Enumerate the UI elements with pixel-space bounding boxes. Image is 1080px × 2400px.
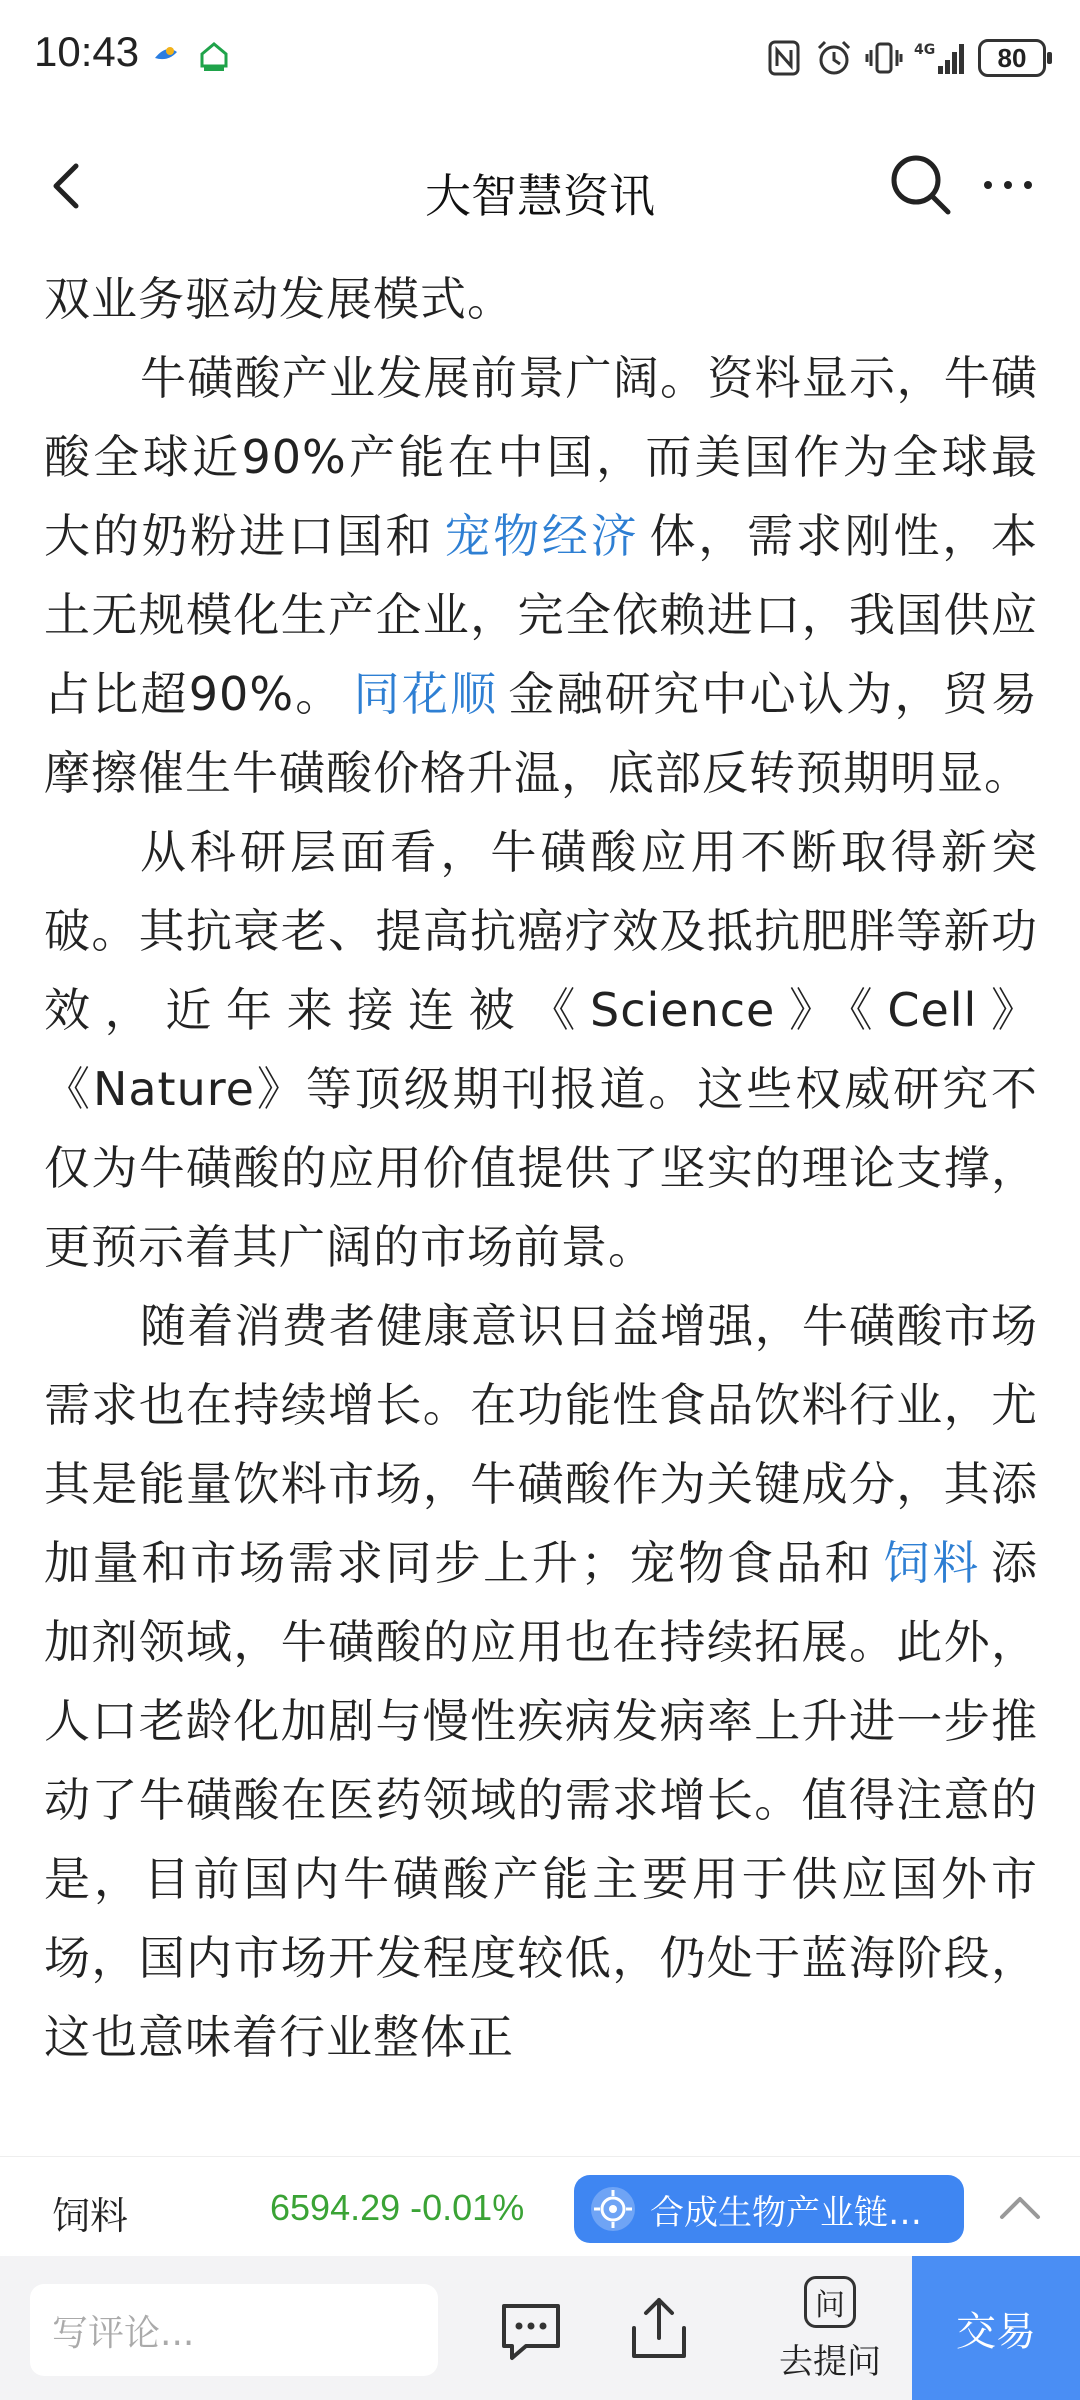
page-title: 大智慧资讯: [425, 169, 655, 223]
comment-icon[interactable]: [496, 2296, 566, 2366]
chip-label: 合成生物产业链…: [650, 2192, 922, 2233]
signal-4g-icon: [914, 38, 968, 78]
paragraph-text: 体，需求刚性，本土无规模化生产企业，完全依赖进口，我国供应占比超90%。: [44, 509, 1038, 721]
app-notification-icon: [152, 40, 180, 68]
stock-link-feed[interactable]: 饲料: [883, 1536, 982, 1590]
stock-ticker-bar[interactable]: [0, 2156, 1080, 2257]
status-icons: [764, 34, 1046, 82]
nfc-icon: [764, 38, 804, 78]
comment-input[interactable]: [30, 2284, 438, 2376]
paragraph-text: 随着消费者健康意识日益增强，牛磺酸市场需求也在持续增长。在功能性食品饮料行业，尤其是能量饮料市场，牛磺酸作为关键成分，其添加量和市场需求同步上升；宠物食品和: [44, 1299, 1038, 1590]
more-options-icon[interactable]: [978, 160, 1038, 210]
search-icon[interactable]: [888, 152, 954, 218]
ask-question-button[interactable]: [760, 2276, 900, 2386]
stock-link-pet-economy[interactable]: 宠物经济: [444, 509, 640, 563]
bottom-action-bar: [0, 2256, 1080, 2400]
target-icon: [588, 2184, 638, 2234]
ask-label: 去提问: [779, 2342, 881, 2382]
paragraph-text: 双业务驱动发展模式。: [44, 272, 514, 326]
top-navigation-bar: [0, 120, 1080, 250]
comment-placeholder: 写评论...: [52, 2312, 195, 2354]
share-icon[interactable]: [624, 2292, 694, 2364]
article-body: [44, 260, 1038, 2150]
sector-quote: 6594.29 -0.01%: [270, 2187, 525, 2228]
article-paragraph: [44, 1287, 1038, 2077]
battery-level: 80: [997, 42, 1027, 73]
home-app-icon: [196, 38, 232, 74]
article-paragraph: [44, 339, 1038, 813]
article-paragraph: [44, 813, 1038, 1287]
paragraph-text: 金融研究中心认为，贸易摩擦催生牛磺酸价格升温，底部反转预期明显。: [44, 667, 1038, 800]
trade-button[interactable]: 交易: [912, 2256, 1080, 2400]
status-bar: [0, 0, 1080, 120]
stock-link-tonghuashun[interactable]: 同花顺: [353, 667, 499, 721]
related-concept-chip[interactable]: [574, 2175, 964, 2243]
paragraph-text: 添加剂领域，牛磺酸的应用也在持续拓展。此外，人口老龄化加剧与慢性疾病发病率上升进一步推动了牛磺酸在医药领域的需求增长。值得注意的是，目前国内牛磺酸产能主要用于供应国外市场，国内市场开发程度较低，仍处于蓝海阶段，这也意味着行业整体正: [44, 1536, 1038, 2064]
sector-name[interactable]: 饲料: [52, 2194, 129, 2238]
battery-indicator: [978, 39, 1046, 77]
article-paragraph: [44, 260, 1038, 339]
network-type: 4G: [914, 42, 936, 58]
ask-icon-glyph: 问: [815, 2288, 845, 2323]
ask-icon: [804, 2276, 856, 2328]
vibrate-icon: [864, 38, 904, 78]
paragraph-text: 牛磺酸产业发展前景广阔。资料显示，牛磺酸全球近90%产能在中国，而美国作为全球最大的奶粉进口国和: [44, 351, 1038, 563]
paragraph-text: 从科研层面看，牛磺酸应用不断取得新突破。其抗衰老、提高抗癌疗效及抵抗肥胖等新功效，近年来接连被《Science》《Cell》《Nature》等顶级期刊报道。这些权威研究不仅为牛磺酸的应用价值提供了坚实的理论支撑，更预示着其广阔的市场前景。: [44, 825, 1038, 1274]
status-time: 10:43: [34, 28, 140, 75]
alarm-icon: [814, 38, 854, 78]
chevron-up-icon[interactable]: [996, 2187, 1044, 2227]
